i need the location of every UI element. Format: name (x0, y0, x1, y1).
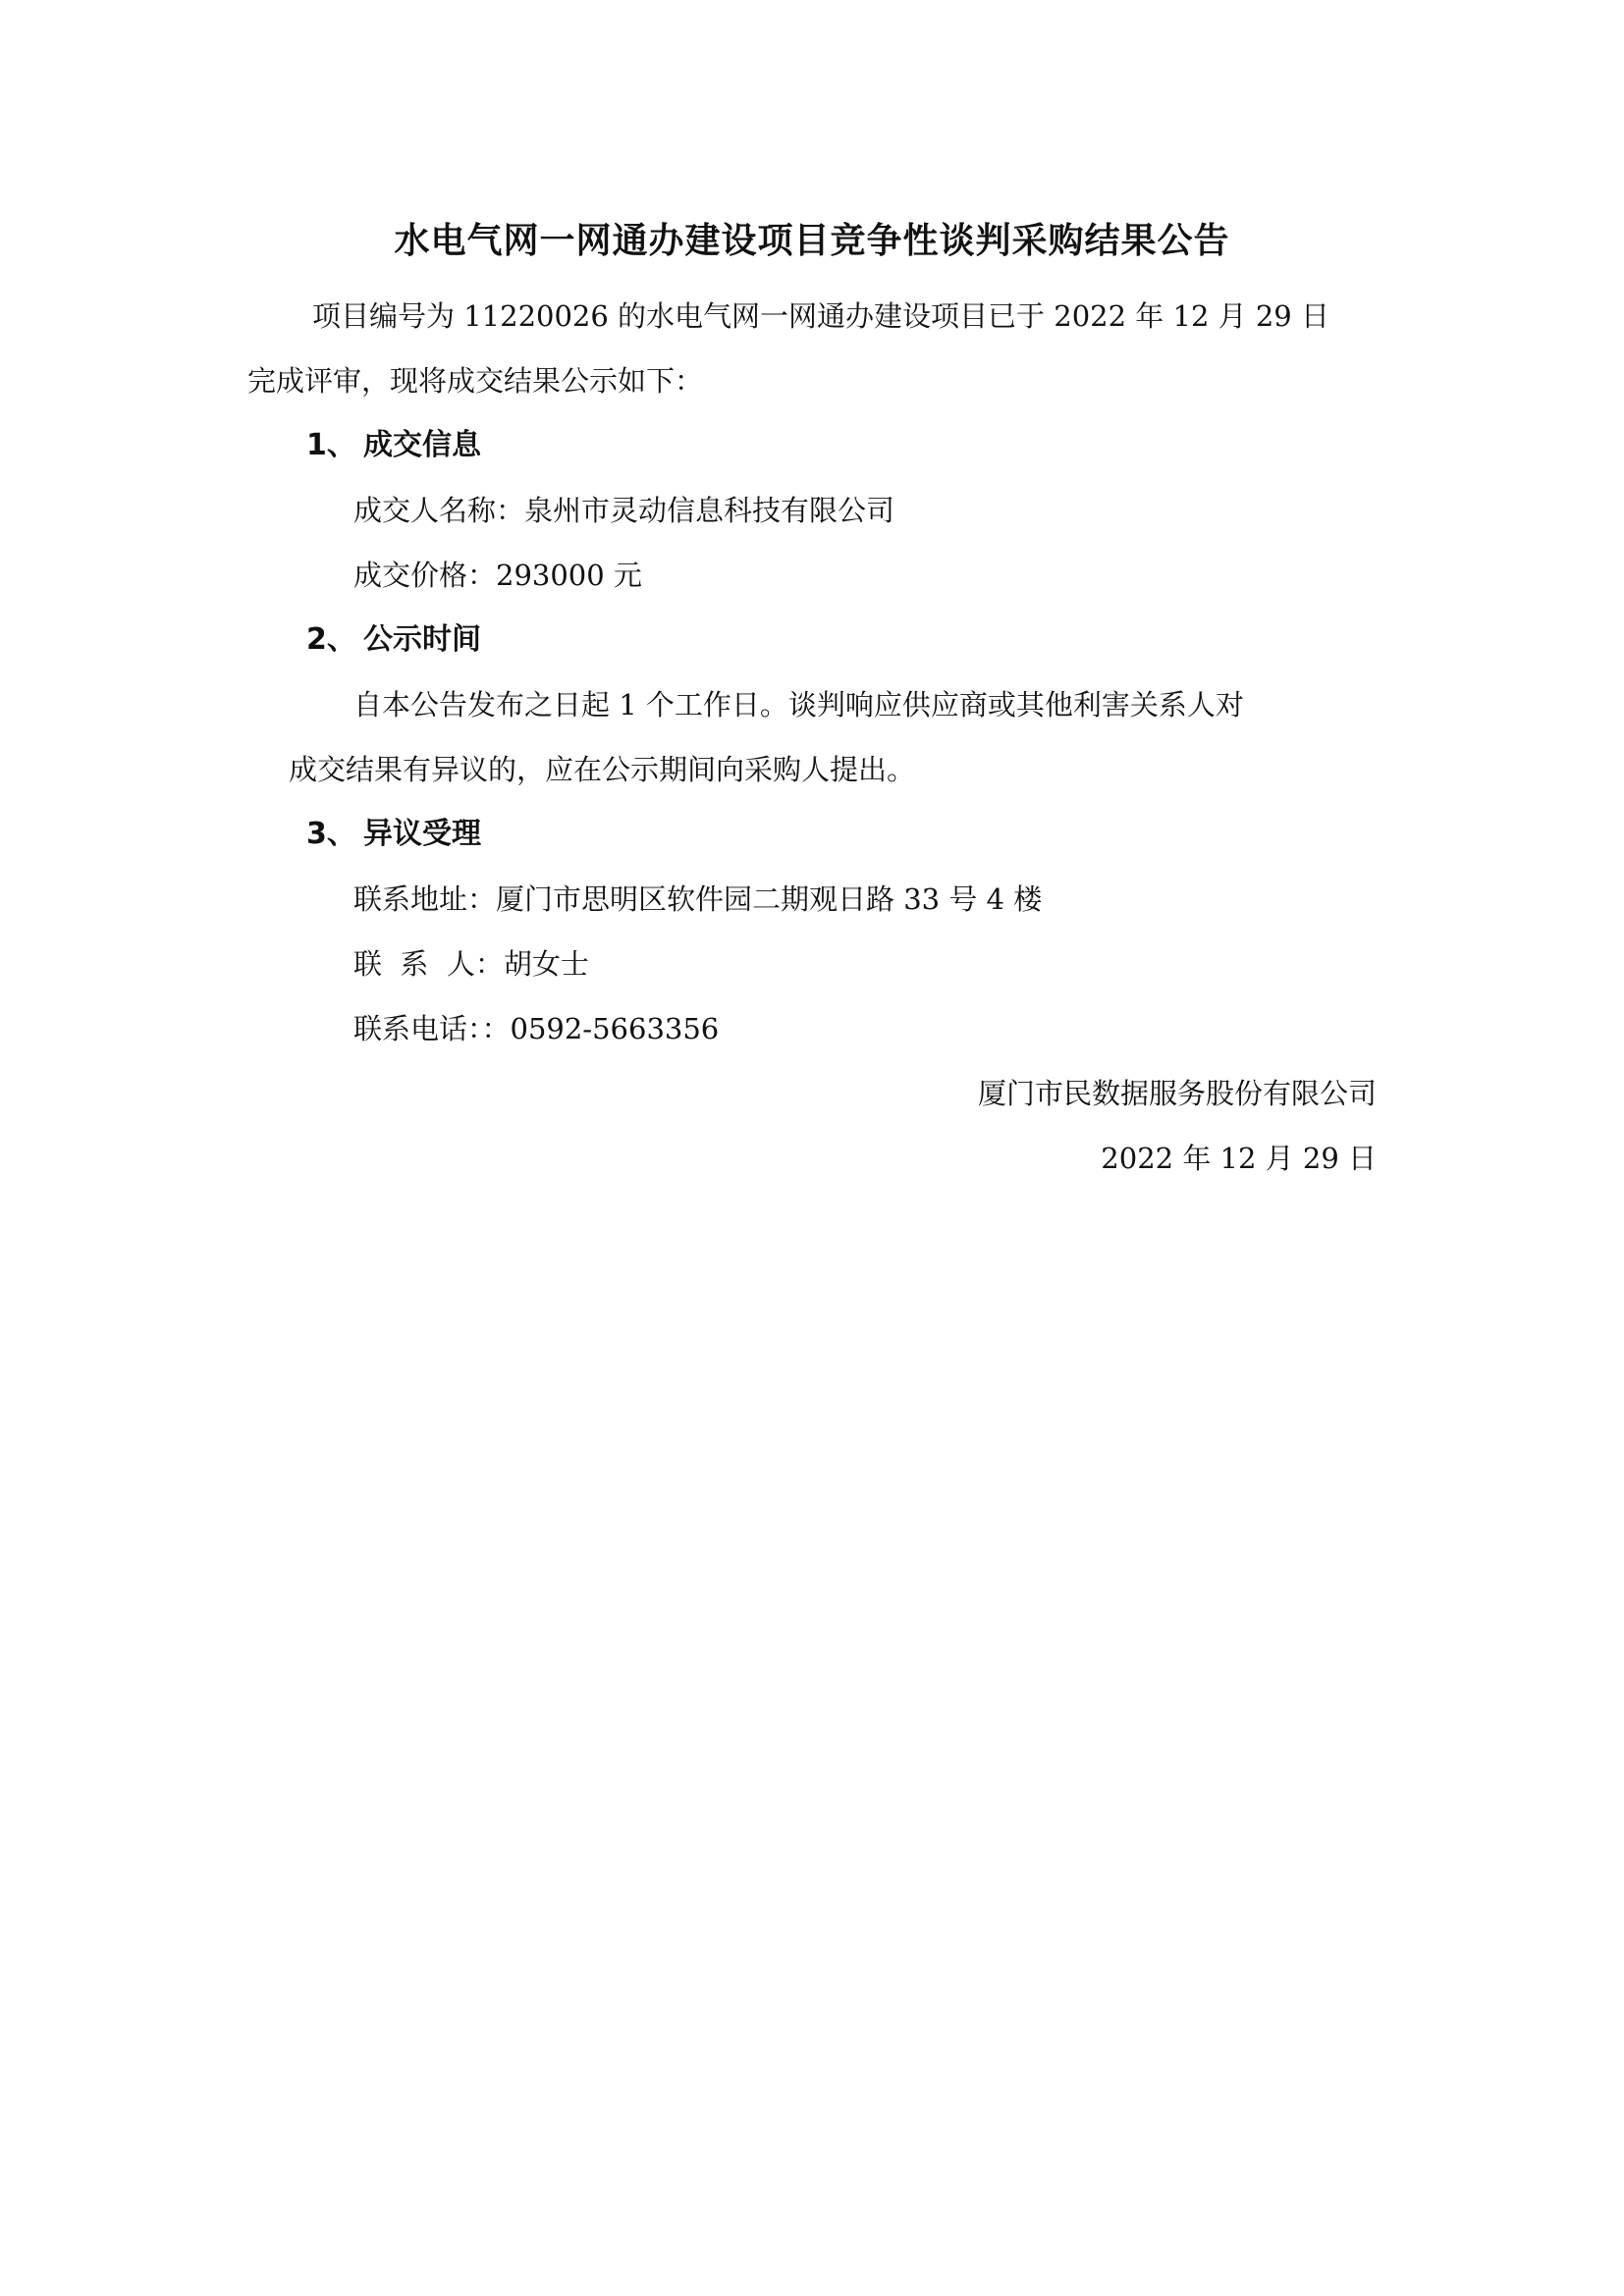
intro-text-line-2: 完成评审，现将成交结果公示如下： (247, 364, 704, 398)
section-3-heading (306, 813, 481, 856)
section-3-number: 3、 (306, 817, 356, 851)
section-2-number: 2、 (306, 622, 356, 657)
intro-text-line-1: 项目编号为 11220026 的水电气网一网通办建设项目已于 2022 年 12 月 29 日 (312, 299, 1329, 333)
issuer-name: 厦门市民数据服务股份有限公司 (977, 1077, 1377, 1110)
page-title: 水电气网一网通办建设项目竞争性谈判采购结果公告 (394, 221, 1230, 261)
issue-date: 2022 年 12 月 29 日 (1101, 1142, 1377, 1175)
winner-name-line: 成交人名称：泉州市灵动信息科技有限公司 (353, 494, 895, 527)
section-1-number: 1、 (306, 428, 356, 462)
publicity-period-line-1: 自本公告发布之日起 1 个工作日。谈判响应供应商或其他利害关系人对 (353, 688, 1244, 721)
winning-price-line: 成交价格：293000 元 (353, 559, 642, 592)
section-2-heading (306, 618, 481, 662)
section-1-heading (306, 424, 481, 467)
section-1-title: 成交信息 (363, 428, 481, 462)
contact-phone-line: 联系电话：：0592-5663356 (353, 1012, 720, 1045)
contact-person-line: 联 系 人：胡女士 (353, 947, 589, 981)
contact-address-line: 联系地址：厦门市思明区软件园二期观日路 33 号 4 楼 (353, 882, 1043, 916)
section-3-title: 异议受理 (363, 817, 481, 851)
publicity-period-line-2: 成交结果有异议的，应在公示期间向采购人提出。 (289, 753, 916, 786)
section-2-title: 公示时间 (363, 622, 481, 657)
